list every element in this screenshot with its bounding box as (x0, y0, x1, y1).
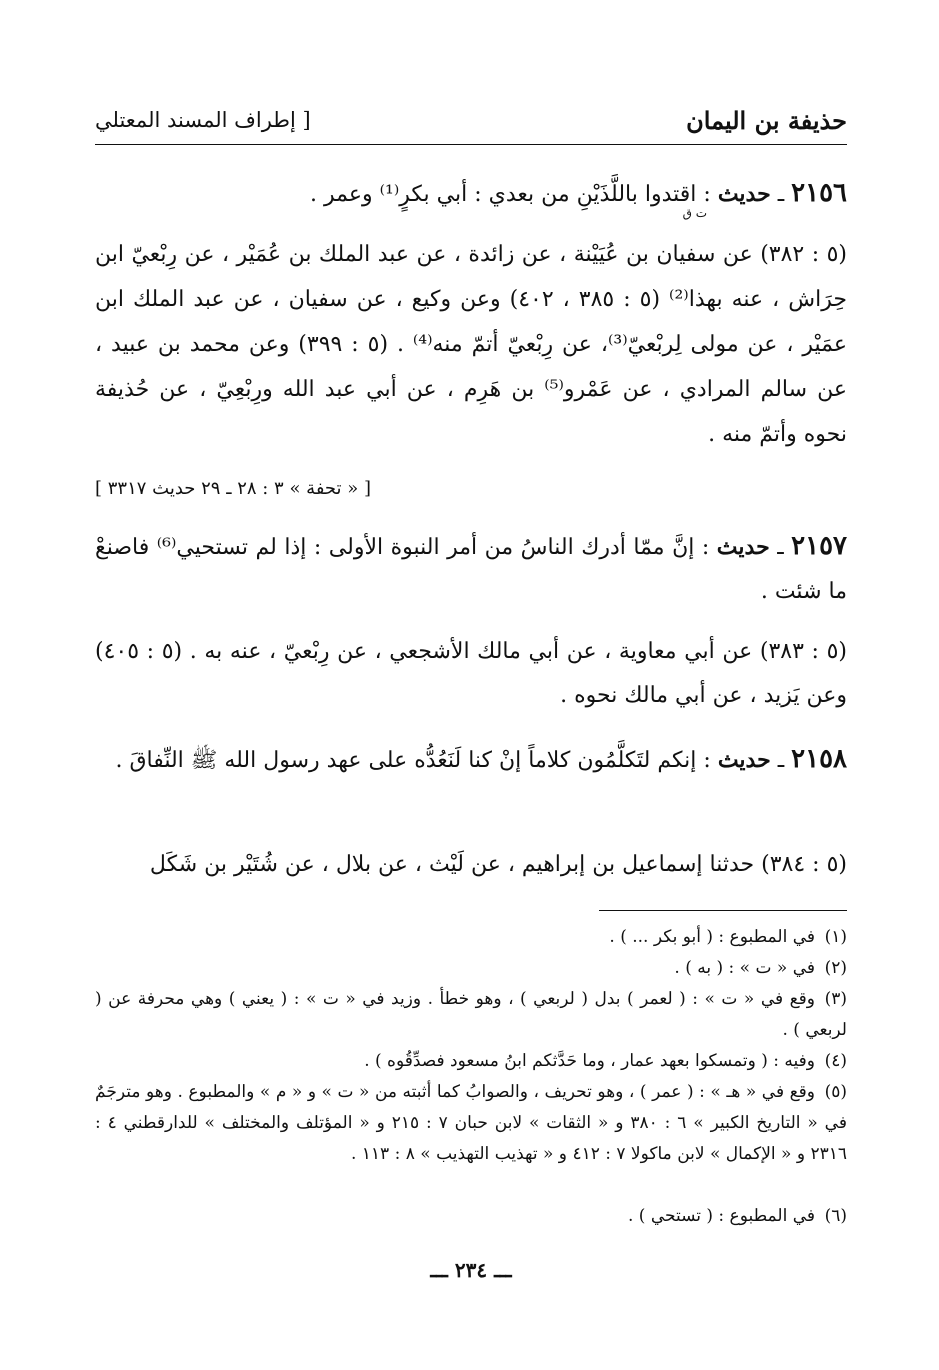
hadith-number: ٢١٥٦ (791, 178, 847, 208)
hadith-keyword: حديث (717, 181, 771, 207)
hadith-keyword: حديث (717, 747, 771, 773)
footnote-number: (٥) (824, 1082, 847, 1102)
header-book-title: [ إطراف المسند المعتلي (95, 108, 311, 132)
hadith-dash: ـ (777, 535, 784, 560)
footnote-4 (95, 1046, 847, 1077)
hadith-dash: ـ (777, 748, 785, 773)
footnote-text: في « ت » : ( به ) . (674, 958, 815, 978)
hadith-keyword: حديث (716, 534, 770, 560)
hadith-entry-2157 (95, 524, 847, 614)
footnote-number: (٦) (824, 1206, 847, 1226)
hadith-dash: ـ (777, 182, 785, 207)
footnote-5 (95, 1077, 847, 1170)
running-header (95, 100, 847, 145)
hadith-number: ٢١٥٨ (791, 744, 847, 774)
hadith-chain-2158: (٥ : ٣٨٤) حدثنا إسماعيل بن إبراهيم ، عن لَيْث ، عن بلال ، عن شُتَيْر بن شَكَل (149, 852, 847, 877)
footnote-text: وقع في « هـ » : ( عمر ) ، وهو تحريف ، والصوابُ كما أثبته من « ت » و « م » والمطبوع . وهو مترجَمٌ في « التاريخ الكبير » ٦ : ٣٨٠ و « الثقات » لابن حبان ٧ : ٢١٥ و « المؤتلف والمختلف » للدارقطني ٤ : ٢٣١٦ و « الإكمال » لابن ماكولا ٧ : ٤١٢ و « تهذيب التهذيب » ٨ : ١١٣ . (95, 1082, 847, 1164)
footnote-2 (95, 953, 847, 984)
header-chapter-title: حذيفة بن اليمان (686, 106, 847, 135)
hadith-number: ٢١٥٧ (791, 531, 848, 561)
footnote-number: (٢) (824, 958, 847, 978)
footnote-text: وقع في « ت » : ( لعمر ) بدل ( لربعي ) ، وهو خطأ . وزيد في « ت » : ( يعني ) وهي محرفة عن ( لربعي ) . (95, 989, 847, 1040)
page-number: ـــ ٢٣٤ ـــ (430, 1258, 512, 1282)
footnote-text: في المطبوع : ( تستحي ) . (627, 1206, 815, 1226)
hadith-chain-2156: (٥ : ٣٨٢) عن سفيان بن عُيَيْنة ، عن زائدة ، عن عبد الملك بن عُمَيْر ، عن رِبْعيّ ابن حِرَاش ، عنه بهذا⁽²⁾ (٥ : ٣٨٥ ، ٤٠٢) وعن وكيع ، عن سفيان ، عن عبد الملك ابن عمَيْر ، عن مولى لِربْعيّ⁽³⁾، عن رِبْعيّ أتمّ منه⁽⁴⁾ . (٥ : ٣٩٩) وعن محمد بن عبيد ، عن سالم المرادي ، عن عَمْرو⁽⁵⁾ بن هَرِم ، عن أبي عبد الله ورِبْعِيّ ، عن حُذيفة نحوه وأتمّ منه . (95, 242, 848, 447)
footnote-number: (٣) (824, 989, 847, 1009)
hadith-entry-2158 (95, 736, 847, 784)
footnote-text: وفيه : ( وتمسكوا بعهد عمار ، وما حَدَّثكم ابنُ مسعود فصدِّقُوه ) . (364, 1051, 815, 1071)
tuhfa-text: [ « تحفة » ٣ : ٢٨ ـ ٢٩ حديث ٣٣١٧ ] (95, 478, 372, 499)
footnote-number: (١) (824, 927, 847, 947)
hadith-text: : إنكم لتَكلَّمُون كلاماً إنْ كنا لَنَعُدُّه على عهد رسول الله ﷺ النِّفاقَ . (115, 748, 711, 773)
hadith-chain-2157: (٥ : ٣٨٣) عن أبي معاوية ، عن أبي مالك الأشجعي ، عن رِبْعيّ ، عنه به . (٥ : ٤٠٥) وعن يَزيد ، عن أبي مالك نحوه . (95, 639, 847, 708)
footnote-6 (95, 1201, 847, 1232)
hadith-entry-2156 (95, 172, 847, 216)
footnote-3 (95, 984, 847, 1046)
document-page (95, 100, 848, 1282)
footnote-text: في المطبوع : ( أبو بكر ... ) . (609, 927, 815, 947)
source-marker: ت ق (682, 206, 707, 220)
footnote-1 (95, 922, 847, 953)
hadith-text: : إنَّ ممّا أدرك الناسُ من أمر النبوة الأولى : إذا لم تستحيي⁽⁶⁾ فاصنعْ ما شئت . (95, 535, 847, 604)
footnote-number: (٤) (824, 1051, 847, 1071)
footnote-separator (599, 910, 847, 911)
hadith-text: : اقتدوا باللَّذَيْنِ من بعدي : أبي بكرٍ⁽¹⁾ وعمر . (310, 182, 711, 207)
tuhfa-reference (95, 478, 847, 499)
